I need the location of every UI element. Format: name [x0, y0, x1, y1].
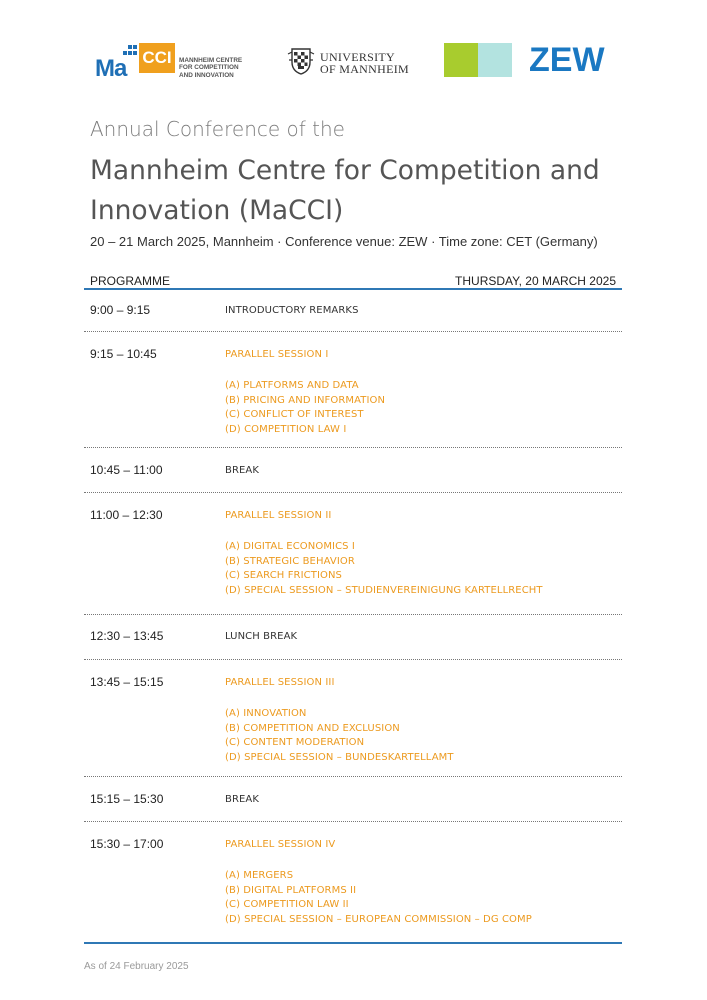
programme-row: [84, 792, 622, 822]
session-item: (D) SPECIAL SESSION – EUROPEAN COMMISSION – DG COMP: [225, 913, 532, 925]
programme-row: [84, 303, 622, 332]
programme-row: [84, 837, 622, 937]
programme-row: [84, 508, 622, 615]
session-list: [225, 707, 454, 765]
session-item: (B) PRICING AND INFORMATION: [225, 394, 386, 406]
row-title: INTRODUCTORY REMARKS: [225, 305, 359, 316]
row-title: PARALLEL SESSION I: [225, 349, 329, 360]
macci-mark-left: Ma: [95, 55, 127, 82]
zew-teal-square: [478, 43, 512, 77]
session-item: (B) COMPETITION AND EXCLUSION: [225, 722, 400, 734]
row-title: BREAK: [225, 794, 260, 805]
bottom-divider: [84, 942, 622, 944]
row-time: 15:30 – 17:00: [90, 837, 164, 851]
row-time: 15:15 – 15:30: [90, 792, 164, 806]
session-list: [225, 379, 385, 437]
session-list: [225, 540, 543, 598]
session-item: (B) STRATEGIC BEHAVIOR: [225, 555, 355, 567]
row-title: LUNCH BREAK: [225, 631, 298, 642]
session-item: (A) PLATFORMS AND DATA: [225, 380, 359, 391]
pre-title: Annual Conference of the: [90, 117, 345, 141]
session-item: (C) CONTENT MODERATION: [225, 737, 365, 748]
session-item: (A) INNOVATION: [225, 708, 307, 719]
session-list: [225, 869, 532, 927]
as-of-date: As of 24 February 2025: [84, 961, 189, 972]
session-item: (D) SPECIAL SESSION – BUNDESKARTELLAMT: [225, 751, 454, 763]
programme-row: [84, 629, 622, 660]
session-item: (D) SPECIAL SESSION – STUDIENVEREINIGUNG KARTELLRECHT: [225, 584, 543, 596]
programme-row: [84, 463, 622, 493]
row-title: PARALLEL SESSION III: [225, 677, 335, 688]
logo-bar: [90, 42, 620, 82]
row-title: PARALLEL SESSION II: [225, 510, 332, 521]
row-title: PARALLEL SESSION IV: [225, 839, 336, 850]
row-time: 9:00 – 9:15: [90, 303, 151, 317]
university-seal-icon: [286, 46, 316, 76]
programme-label: PROGRAMME: [90, 274, 171, 288]
university-logo-text: UNIVERSITY OF MANNHEIM: [320, 50, 409, 76]
macci-logo: [95, 43, 255, 81]
session-item: (B) DIGITAL PLATFORMS II: [225, 884, 357, 896]
row-title: BREAK: [225, 465, 260, 476]
programme-header: [84, 274, 622, 290]
macci-mark-box: CCI: [139, 43, 175, 73]
conference-subtitle: 20 – 21 March 2025, Mannheim · Conference venue: ZEW · Time zone: CET (Germany): [90, 234, 598, 249]
programme-row: [84, 675, 622, 777]
session-item: (D) COMPETITION LAW I: [225, 423, 347, 435]
university-logo: [286, 42, 426, 82]
programme-row: [84, 347, 622, 448]
zew-green-square: [444, 43, 478, 77]
session-item: (C) SEARCH FRICTIONS: [225, 570, 342, 581]
macci-logo-text: MANNHEIM CENTRE FOR COMPETITION AND INNOVATION: [179, 57, 243, 79]
session-item: (C) CONFLICT OF INTEREST: [225, 409, 364, 420]
zew-logo-text: ZEW: [529, 41, 605, 79]
session-item: (A) MERGERS: [225, 870, 294, 881]
row-time: 12:30 – 13:45: [90, 629, 164, 643]
session-item: (C) COMPETITION LAW II: [225, 899, 349, 910]
row-time: 11:00 – 12:30: [90, 508, 163, 522]
programme-day: THURSDAY, 20 MARCH 2025: [455, 274, 616, 288]
session-item: (A) DIGITAL ECONOMICS I: [225, 541, 355, 552]
page-title: Mannheim Centre for Competition and Innovation (MaCCI): [90, 155, 600, 226]
row-time: 13:45 – 15:15: [90, 675, 164, 689]
row-time: 10:45 – 11:00: [90, 463, 163, 477]
row-time: 9:15 – 10:45: [90, 347, 157, 361]
